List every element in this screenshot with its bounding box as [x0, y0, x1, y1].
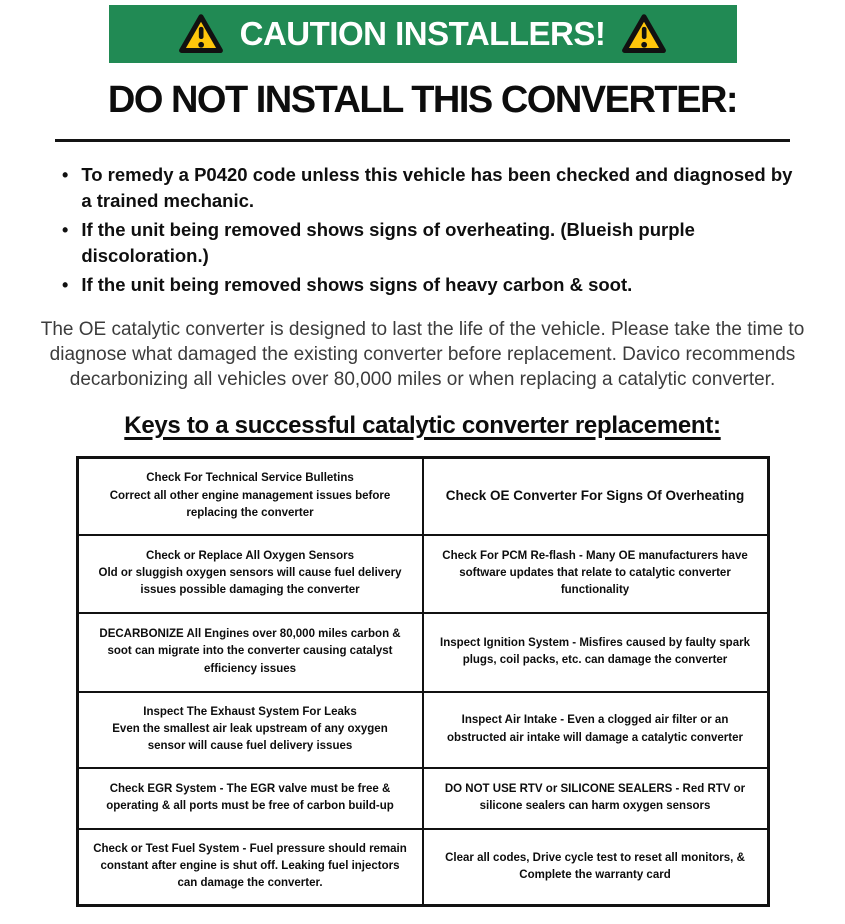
table-row: [77, 535, 768, 613]
bullet-dot: •: [62, 165, 69, 185]
cell-line: Check OE Converter For Signs Of Overheating: [445, 488, 745, 504]
warning-triangle-icon: [621, 13, 667, 55]
bullet-text: To remedy a P0420 code unless this vehicle has been checked and diagnosed by a trained mechanic.: [81, 164, 793, 211]
bullet-text: If the unit being removed shows signs of heavy carbon & soot.: [81, 274, 633, 295]
table-cell: [423, 768, 769, 829]
table-cell: [423, 829, 769, 906]
table-row: [77, 613, 768, 692]
cell-line: DO NOT USE RTV or SILICONE SEALERS - Red RTV or silicone sealers can harm oxygen sensors: [444, 782, 746, 812]
cell-line: Inspect The Exhaust System For Leaks: [143, 705, 357, 718]
table-row: [77, 458, 768, 535]
bullet-dot: •: [62, 275, 69, 295]
cell-line: Check For PCM Re-flash - Many OE manufacturers have software updates that relate to catalytic converter functionality: [442, 549, 748, 597]
table-cell: [423, 692, 769, 768]
table-cell: [423, 613, 769, 692]
table-cell: [77, 829, 423, 906]
table-row: [77, 768, 768, 829]
cell-line: Old or sluggish oxygen sensors will cause fuel delivery issues possible damaging the converter: [98, 566, 402, 597]
table-cell: [77, 535, 423, 613]
keys-heading: Keys to a successful catalytic converter replacement:: [124, 412, 721, 439]
caution-banner: [109, 5, 737, 63]
intro-paragraph: The OE catalytic converter is designed to last the life of the vehicle. Please take the time to diagnose what damaged the existing converter before replacement. Davico recommends decarbonizing all vehicles over 80,000 miles or when replacing a catalytic converter.: [40, 319, 805, 390]
cell-line: DECARBONIZE All Engines over 80,000 miles carbon & soot can migrate into the converter causing catalyst efficiency issues: [99, 628, 401, 675]
cell-line: Even the smallest air leak upstream of any oxygen sensor will cause fuel delivery issues: [112, 722, 388, 753]
bullet-item: [62, 272, 802, 298]
cell-line: Clear all codes, Drive cycle test to reset all monitors, & Complete the warranty card: [445, 851, 745, 881]
page-title: DO NOT INSTALL THIS CONVERTER:: [107, 79, 738, 121]
table-row: [77, 692, 768, 768]
cell-line: Inspect Ignition System - Misfires caused by faulty spark plugs, coil packs, etc. can damage the converter: [440, 636, 750, 666]
table-cell: [423, 458, 769, 535]
table-cell: [77, 613, 423, 692]
warning-bullet-list: [62, 162, 802, 298]
cell-line: Inspect Air Intake - Even a clogged air filter or an obstructed air intake will damage a catalytic converter: [447, 714, 743, 744]
cell-line: Check or Replace All Oxygen Sensors: [146, 549, 354, 562]
bullet-item: [62, 162, 802, 214]
bullet-item: [62, 217, 802, 269]
warning-triangle-icon: [178, 13, 224, 55]
bullet-text: If the unit being removed shows signs of overheating. (Blueish purple discoloration.): [81, 219, 695, 266]
banner-title: CAUTION INSTALLERS!: [239, 15, 606, 52]
tips-table: [76, 456, 770, 907]
cell-line: Correct all other engine management issues before replacing the converter: [109, 489, 391, 519]
table-cell: [77, 692, 423, 768]
cell-line: Check or Test Fuel System - Fuel pressure should remain constant after engine is shut off. Leaking fuel injectors can damage the converter.: [93, 842, 407, 890]
divider-line: [55, 139, 790, 142]
table-row: [77, 829, 768, 906]
cell-line: Check For Technical Service Bulletins: [146, 472, 354, 485]
table-cell: [77, 768, 423, 829]
table-cell: [77, 458, 423, 535]
table-cell: [423, 535, 769, 613]
bullet-dot: •: [62, 220, 69, 240]
cell-line: Check EGR System - The EGR valve must be free & operating & all ports must be free of carbon build-up: [106, 782, 394, 812]
